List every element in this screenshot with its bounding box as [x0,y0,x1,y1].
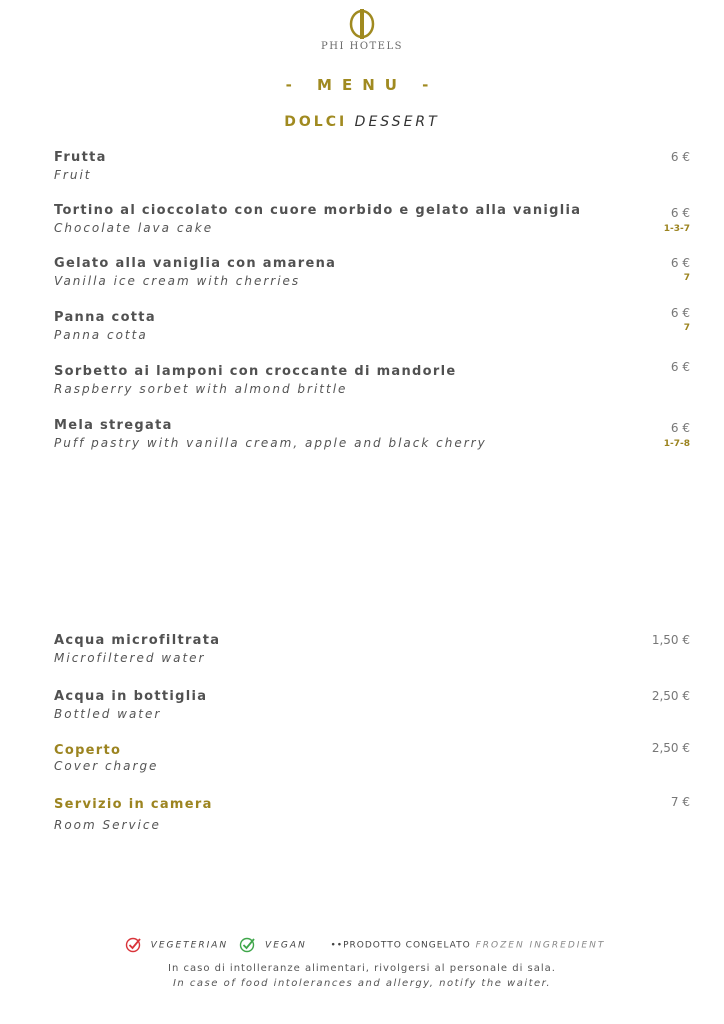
item-allergens: 1-7-8 [663,439,690,449]
item-price: 6 € [670,421,690,435]
item-translation: Fruit [54,168,92,182]
item-translation: Cover charge [54,759,159,773]
allergy-note-en: In case of food intolerances and allergy, notify the waiter. [172,978,552,989]
item-translation: Panna cotta [54,328,148,342]
item-name: Tortino al cioccolato con cuore morbido e gelato alla vaniglia [54,203,582,218]
legend-vegan: VEGAN [265,940,307,951]
menu-item [54,360,690,396]
item-allergens: 7 [683,323,690,333]
vegetarian-icon [125,937,143,953]
menu-item [54,418,690,450]
extra-item [54,743,690,773]
legend-frozen-it: ••PRODOTTO CONGELATO [330,940,471,951]
legend-vegetarian: VEGETERIAN [150,940,229,951]
item-name: Panna cotta [54,310,156,325]
menu-title: - MENU - [285,76,439,94]
section-title-en: DESSERT [354,114,440,130]
menu-item [54,150,690,182]
item-name: Mela stregata [54,418,173,433]
brand-name: PHI HOTELS [321,41,403,52]
item-price: 6 € [670,150,690,164]
item-price: 6 € [670,360,690,374]
allergy-note-it: In caso di intolleranze alimentari, rivolgersi al personale di sala. [168,963,556,974]
item-price: 6 € [670,256,690,270]
extra-item [54,689,690,721]
item-name: Frutta [54,150,107,165]
menu-item [54,203,690,235]
legend-frozen-en: FROZEN INGREDIENT [475,940,606,951]
menu-item [54,306,690,342]
item-translation: Puff pastry with vanilla cream, apple and black cherry [54,436,487,450]
vegan-icon [239,937,257,953]
item-name: Acqua in bottiglia [54,689,208,704]
item-name: Acqua microfiltrata [54,633,221,648]
item-translation: Raspberry sorbet with almond brittle [54,382,348,396]
item-translation: Microfiltered water [54,651,206,665]
extra-item [54,633,690,665]
brand-logo [0,8,724,52]
section-title [0,114,724,130]
menu-item [54,256,690,288]
legend [0,937,724,953]
item-allergens: 1-3-7 [663,224,690,234]
item-price: 6 € [670,306,690,320]
item-name: Sorbetto ai lamponi con croccante di mandorle [54,364,457,379]
item-allergens: 7 [683,273,690,283]
item-translation: Bottled water [54,707,162,721]
phi-logo-icon [347,8,377,40]
item-price: 6 € [670,206,690,220]
item-price: 7 € [670,795,690,809]
item-name: Gelato alla vaniglia con amarena [54,256,337,271]
section-title-it: DOLCI [284,114,348,130]
extra-item [54,797,690,832]
item-price: 1,50 € [651,633,690,647]
item-translation: Vanilla ice cream with cherries [54,274,301,288]
item-translation: Room Service [54,818,161,832]
item-name: Coperto [54,743,122,758]
item-price: 2,50 € [651,741,690,755]
item-name: Servizio in camera [54,797,213,812]
item-price: 2,50 € [651,689,690,703]
item-translation: Chocolate lava cake [54,221,214,235]
